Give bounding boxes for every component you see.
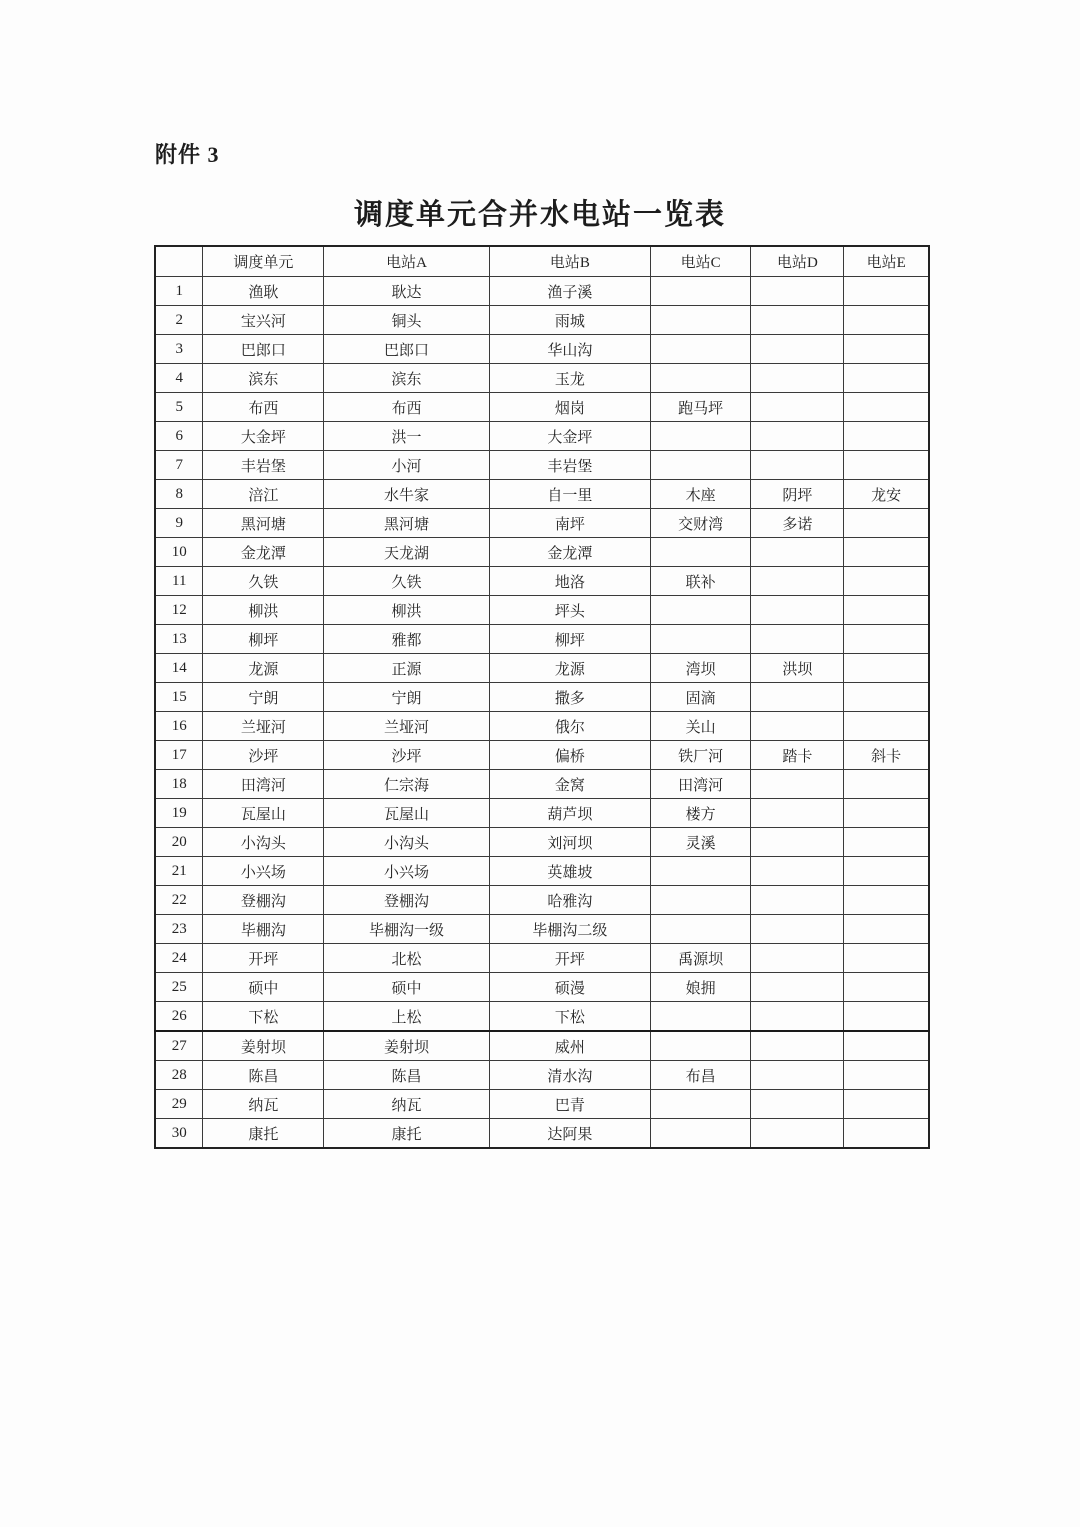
table-cell: 沙坪	[203, 741, 324, 770]
table-cell	[844, 1002, 929, 1032]
table-cell: 多诺	[751, 509, 844, 538]
table-row	[155, 1031, 929, 1061]
table-cell: 哈雅沟	[489, 886, 650, 915]
row-number-cell: 28	[155, 1061, 203, 1090]
table-row	[155, 886, 929, 915]
table-cell: 铜头	[324, 306, 490, 335]
row-number-cell: 13	[155, 625, 203, 654]
table-cell: 大金坪	[489, 422, 650, 451]
table-cell: 偏桥	[489, 741, 650, 770]
table-cell	[751, 683, 844, 712]
table-cell	[844, 973, 929, 1002]
table-cell: 姜射坝	[203, 1031, 324, 1061]
table-cell: 黑河塘	[203, 509, 324, 538]
table-cell: 地洛	[489, 567, 650, 596]
table-cell	[751, 944, 844, 973]
table-cell	[844, 886, 929, 915]
table-cell: 玉龙	[489, 364, 650, 393]
table-cell: 耿达	[324, 277, 490, 306]
table-cell: 踏卡	[751, 741, 844, 770]
row-number-cell: 16	[155, 712, 203, 741]
table-cell: 自一里	[489, 480, 650, 509]
table-cell: 联补	[650, 567, 751, 596]
table-cell: 禹源坝	[650, 944, 751, 973]
table-row	[155, 596, 929, 625]
table-cell: 毕棚沟一级	[324, 915, 490, 944]
table-cell: 康托	[203, 1119, 324, 1149]
table-cell	[650, 886, 751, 915]
table-cell: 撒多	[489, 683, 650, 712]
row-number-cell: 29	[155, 1090, 203, 1119]
table-row	[155, 915, 929, 944]
table-cell: 下松	[489, 1002, 650, 1032]
attachment-label: 附件 3	[155, 142, 220, 167]
table-cell	[844, 712, 929, 741]
table-cell: 金龙潭	[489, 538, 650, 567]
table-cell: 小沟头	[203, 828, 324, 857]
table-row	[155, 799, 929, 828]
table-cell: 兰垭河	[203, 712, 324, 741]
table-cell	[844, 1061, 929, 1090]
table-cell	[844, 364, 929, 393]
table-cell	[844, 335, 929, 364]
table-cell	[844, 915, 929, 944]
table-row	[155, 364, 929, 393]
page-title: 调度单元合并水电站一览表	[353, 199, 726, 231]
row-number-cell: 20	[155, 828, 203, 857]
table-cell: 达阿果	[489, 1119, 650, 1149]
table-cell	[751, 277, 844, 306]
table-cell	[844, 306, 929, 335]
table-cell: 柳洪	[203, 596, 324, 625]
table-cell: 仁宗海	[324, 770, 490, 799]
table-cell: 刘河坝	[489, 828, 650, 857]
table-cell	[751, 1002, 844, 1032]
table-cell	[751, 306, 844, 335]
table-cell	[751, 857, 844, 886]
table-cell: 陈昌	[203, 1061, 324, 1090]
table-cell: 宁朗	[324, 683, 490, 712]
table-cell: 斜卡	[844, 741, 929, 770]
table-row	[155, 944, 929, 973]
table-cell: 硕中	[324, 973, 490, 1002]
table-cell: 上松	[324, 1002, 490, 1032]
table-cell	[650, 625, 751, 654]
row-number-cell: 6	[155, 422, 203, 451]
table-cell: 滨东	[324, 364, 490, 393]
table-cell	[751, 799, 844, 828]
row-number-cell: 4	[155, 364, 203, 393]
table-cell	[844, 625, 929, 654]
table-cell	[650, 364, 751, 393]
table-cell	[844, 944, 929, 973]
table-cell: 金窝	[489, 770, 650, 799]
table-cell: 久铁	[324, 567, 490, 596]
table-row	[155, 973, 929, 1002]
table-cell: 陈昌	[324, 1061, 490, 1090]
table-cell: 铁厂河	[650, 741, 751, 770]
table-row	[155, 712, 929, 741]
table-row	[155, 741, 929, 770]
table-cell: 兰垭河	[324, 712, 490, 741]
table-cell: 坪头	[489, 596, 650, 625]
table-cell	[844, 654, 929, 683]
table-cell: 下松	[203, 1002, 324, 1032]
table-cell: 龙源	[203, 654, 324, 683]
table-cell: 滨东	[203, 364, 324, 393]
table-cell: 田湾河	[650, 770, 751, 799]
table-cell: 康托	[324, 1119, 490, 1149]
table-cell: 柳坪	[203, 625, 324, 654]
table-cell	[844, 538, 929, 567]
table-cell: 巴青	[489, 1090, 650, 1119]
table-cell: 田湾河	[203, 770, 324, 799]
table-row	[155, 567, 929, 596]
table-cell: 洪坝	[751, 654, 844, 683]
table-cell: 宁朗	[203, 683, 324, 712]
table-row	[155, 422, 929, 451]
table-cell	[844, 451, 929, 480]
table-cell: 灵溪	[650, 828, 751, 857]
table-cell: 大金坪	[203, 422, 324, 451]
table-cell: 登棚沟	[203, 886, 324, 915]
table-cell: 威州	[489, 1031, 650, 1061]
table-cell: 硕中	[203, 973, 324, 1002]
table-cell: 硕漫	[489, 973, 650, 1002]
table-header-cell: 电站B	[489, 246, 650, 277]
table-cell	[844, 277, 929, 306]
table-cell	[650, 538, 751, 567]
table-cell: 固滴	[650, 683, 751, 712]
table-cell	[650, 915, 751, 944]
row-number-cell: 15	[155, 683, 203, 712]
table-cell: 南坪	[489, 509, 650, 538]
table-cell	[751, 451, 844, 480]
table-cell	[844, 509, 929, 538]
table-cell: 沙坪	[324, 741, 490, 770]
table-cell: 瓦屋山	[203, 799, 324, 828]
table-cell	[751, 567, 844, 596]
row-number-cell: 10	[155, 538, 203, 567]
table-cell	[844, 770, 929, 799]
table-cell: 开坪	[203, 944, 324, 973]
row-number-cell: 8	[155, 480, 203, 509]
table-cell	[751, 1119, 844, 1149]
table-cell: 巴郎口	[324, 335, 490, 364]
table-cell: 金龙潭	[203, 538, 324, 567]
table-header-cell: 调度单元	[203, 246, 324, 277]
table-cell	[844, 1031, 929, 1061]
table-row	[155, 1119, 929, 1149]
table-cell	[751, 915, 844, 944]
table-header-cell	[155, 246, 203, 277]
table-cell	[751, 1031, 844, 1061]
table-cell: 毕棚沟	[203, 915, 324, 944]
table-header-cell: 电站E	[844, 246, 929, 277]
table-cell: 丰岩堡	[489, 451, 650, 480]
table-cell	[650, 335, 751, 364]
table-cell	[650, 1090, 751, 1119]
table-cell: 华山沟	[489, 335, 650, 364]
table-row	[155, 538, 929, 567]
table-row	[155, 625, 929, 654]
table-cell	[751, 828, 844, 857]
table-cell	[751, 625, 844, 654]
table-body	[155, 277, 929, 1149]
table-cell: 北松	[324, 944, 490, 973]
table-cell	[751, 973, 844, 1002]
row-number-cell: 30	[155, 1119, 203, 1149]
table-header-cell: 电站C	[650, 246, 751, 277]
row-number-cell: 14	[155, 654, 203, 683]
table-cell: 雅都	[324, 625, 490, 654]
row-number-cell: 3	[155, 335, 203, 364]
table-cell: 烟岗	[489, 393, 650, 422]
table-cell	[751, 712, 844, 741]
table-cell	[751, 335, 844, 364]
table-cell: 清水沟	[489, 1061, 650, 1090]
row-number-cell: 9	[155, 509, 203, 538]
table-cell: 小沟头	[324, 828, 490, 857]
table-cell: 布昌	[650, 1061, 751, 1090]
table-cell: 关山	[650, 712, 751, 741]
table-row	[155, 857, 929, 886]
table-cell: 湾坝	[650, 654, 751, 683]
table-row	[155, 1090, 929, 1119]
row-number-cell: 19	[155, 799, 203, 828]
table-row	[155, 393, 929, 422]
table-cell	[844, 596, 929, 625]
table-cell: 久铁	[203, 567, 324, 596]
table-cell: 英雄坡	[489, 857, 650, 886]
table-cell: 小兴场	[203, 857, 324, 886]
row-number-cell: 27	[155, 1031, 203, 1061]
table-cell	[751, 770, 844, 799]
table-cell	[650, 596, 751, 625]
table-cell	[751, 596, 844, 625]
table-cell: 跑马坪	[650, 393, 751, 422]
table-row	[155, 306, 929, 335]
table-cell: 登棚沟	[324, 886, 490, 915]
station-table	[154, 245, 930, 1149]
table-row	[155, 1002, 929, 1032]
table-row	[155, 654, 929, 683]
table-cell: 木座	[650, 480, 751, 509]
table-cell: 丰岩堡	[203, 451, 324, 480]
table-cell: 布西	[324, 393, 490, 422]
table-cell: 布西	[203, 393, 324, 422]
table-row	[155, 770, 929, 799]
row-number-cell: 11	[155, 567, 203, 596]
table-cell: 娘拥	[650, 973, 751, 1002]
table-cell	[844, 1119, 929, 1149]
table-cell	[844, 567, 929, 596]
row-number-cell: 25	[155, 973, 203, 1002]
table-cell	[751, 538, 844, 567]
table-cell: 黑河塘	[324, 509, 490, 538]
table-cell	[650, 1002, 751, 1032]
table-cell	[650, 422, 751, 451]
table-cell: 天龙湖	[324, 538, 490, 567]
table-cell: 龙源	[489, 654, 650, 683]
table-cell	[844, 683, 929, 712]
table-cell: 渔子溪	[489, 277, 650, 306]
table-header-cell: 电站D	[751, 246, 844, 277]
table-row	[155, 509, 929, 538]
row-number-cell: 5	[155, 393, 203, 422]
table-cell	[844, 393, 929, 422]
table-cell: 水牛家	[324, 480, 490, 509]
table-cell	[650, 306, 751, 335]
table-cell: 纳瓦	[324, 1090, 490, 1119]
table-cell	[844, 857, 929, 886]
table-cell	[650, 451, 751, 480]
row-number-cell: 22	[155, 886, 203, 915]
table-cell: 柳坪	[489, 625, 650, 654]
table-row	[155, 277, 929, 306]
table-row	[155, 683, 929, 712]
table-cell	[844, 1090, 929, 1119]
table-cell: 涪江	[203, 480, 324, 509]
table-cell	[844, 799, 929, 828]
table-cell: 纳瓦	[203, 1090, 324, 1119]
table-cell: 洪一	[324, 422, 490, 451]
table-cell: 葫芦坝	[489, 799, 650, 828]
row-number-cell: 21	[155, 857, 203, 886]
table-cell	[844, 828, 929, 857]
table-row	[155, 1061, 929, 1090]
table-cell: 阴坪	[751, 480, 844, 509]
table-cell	[650, 1031, 751, 1061]
table-row	[155, 480, 929, 509]
table-row	[155, 335, 929, 364]
table-cell: 雨城	[489, 306, 650, 335]
table-cell	[751, 886, 844, 915]
table-cell	[650, 857, 751, 886]
table-cell: 毕棚沟二级	[489, 915, 650, 944]
row-number-cell: 1	[155, 277, 203, 306]
table-cell: 柳洪	[324, 596, 490, 625]
row-number-cell: 18	[155, 770, 203, 799]
table-cell: 瓦屋山	[324, 799, 490, 828]
table-cell	[751, 1061, 844, 1090]
row-number-cell: 17	[155, 741, 203, 770]
table-cell	[650, 1119, 751, 1149]
table-cell	[650, 277, 751, 306]
table-row	[155, 451, 929, 480]
table-cell	[844, 422, 929, 451]
table-cell: 楼方	[650, 799, 751, 828]
table-cell: 小河	[324, 451, 490, 480]
row-number-cell: 26	[155, 1002, 203, 1032]
row-number-cell: 12	[155, 596, 203, 625]
table-cell	[751, 1090, 844, 1119]
table-cell: 小兴场	[324, 857, 490, 886]
row-number-cell: 23	[155, 915, 203, 944]
table-cell: 龙安	[844, 480, 929, 509]
table-cell: 交财湾	[650, 509, 751, 538]
table-cell: 俄尔	[489, 712, 650, 741]
table-cell: 开坪	[489, 944, 650, 973]
row-number-cell: 24	[155, 944, 203, 973]
table-cell: 宝兴河	[203, 306, 324, 335]
table-cell	[751, 393, 844, 422]
table-header-cell: 电站A	[324, 246, 490, 277]
table-cell: 渔耿	[203, 277, 324, 306]
table-header-row	[155, 246, 929, 277]
table-cell	[751, 364, 844, 393]
table-cell: 巴郎口	[203, 335, 324, 364]
table-cell: 姜射坝	[324, 1031, 490, 1061]
row-number-cell: 7	[155, 451, 203, 480]
table-cell: 正源	[324, 654, 490, 683]
table-row	[155, 828, 929, 857]
row-number-cell: 2	[155, 306, 203, 335]
table-cell	[751, 422, 844, 451]
